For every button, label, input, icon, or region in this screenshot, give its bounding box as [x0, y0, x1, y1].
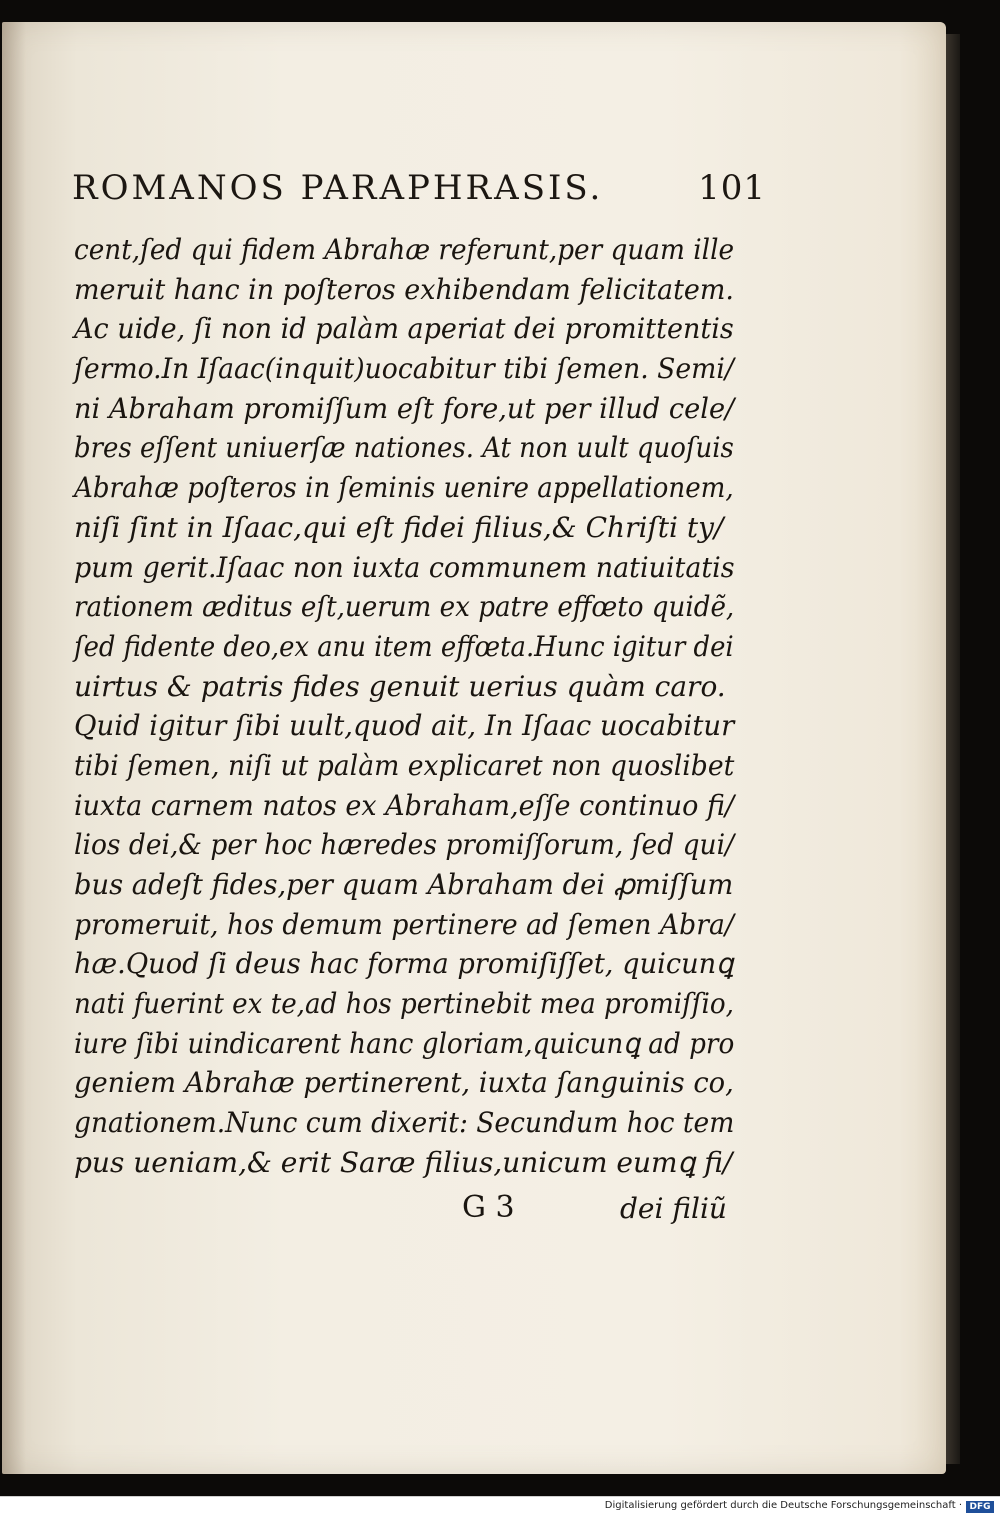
text-line: meruit hanc in poſteros exhibendam felicitatem.	[74, 272, 734, 306]
text-line: iuxta carnem natos ex Abraham,eſſe continuo fi/	[74, 788, 735, 822]
running-head-title: ROMANOS PARAPHRASIS.	[72, 168, 604, 208]
text-line: Quid igitur ſibi uult,quod ait, In Iſaac uocabitur	[74, 709, 735, 743]
folio-number: 101	[698, 168, 766, 208]
text-line: Abrahæ poſteros in ſeminis uenire appellationem,	[74, 471, 734, 505]
text-line: ni Abraham promiſſum eſt fore,ut per illud cele/	[74, 391, 735, 425]
text-line: geniem Abrahæ pertinerent, iuxta ſanguinis co,	[74, 1066, 734, 1100]
text-line: hæ.Quod ſi deus hac forma promiſiſſet, quicunꝗ	[74, 947, 734, 981]
text-line: gnationem.Nunc cum dixerit: Secundum hoc tem	[74, 1106, 735, 1140]
text-line: pum gerit.Iſaac non iuxta communem natiuitatis	[74, 550, 735, 584]
text-line: niſi ſint in Iſaac,qui eſt fidei filius,& Chriſti ty/	[74, 510, 724, 544]
text-line: cent,ſed qui fidem Abrahæ referunt,per quam ille	[74, 233, 735, 266]
text-line: rationem æditus eſt,uerum ex patre effœto quidẽ,	[74, 590, 735, 624]
text-line: bus adeſt fides,per quam Abraham dei ꝓmiſſum	[74, 868, 734, 901]
footer-credit: Digitalisierung gefördert durch die Deutsche Forschungsgemeinschaft ·	[604, 1500, 962, 1511]
text-line: bres eſſent uniuerſæ nationes. At non uult quoſuis	[74, 431, 734, 465]
dfg-logo: DFG	[966, 1501, 994, 1513]
digitization-footer	[0, 1496, 1000, 1517]
text-line: lios dei,& per hoc hæredes promiſſorum, ſed qui/	[74, 828, 734, 862]
text-line: nati fuerint ex te,ad hos pertinebit mea promiſſio,	[74, 987, 734, 1021]
text-line: Ac uide, ſi non id palàm aperiat dei promittentis	[74, 312, 734, 346]
text-line: uirtus & patris fides genuit uerius quàm caro.	[74, 669, 726, 703]
text-line: promeruit, hos demum pertinere ad ſemen Abra/	[74, 907, 734, 941]
catchword: dei filiũ	[620, 1192, 727, 1225]
page-edge	[946, 34, 960, 1464]
text-line: ſermo.In Iſaac(inquit)uocabitur tibi ſemen. Semi/	[74, 352, 734, 386]
text-line: tibi ſemen, niſi ut palàm explicaret non quoslibet	[74, 748, 735, 782]
text-line: iure ſibi uindicarent hanc gloriam,quicunꝗ ad pro	[74, 1026, 735, 1060]
signature-mark: G 3	[462, 1190, 515, 1225]
page-gutter-shadow	[2, 22, 26, 1474]
body-text	[74, 230, 734, 1183]
running-head	[72, 168, 772, 216]
text-line: ſed fidente deo,ex anu item effœta.Hunc igitur dei	[74, 629, 734, 663]
text-line: pus ueniam,& erit Saræ filius,unicum eumꝗ fi/	[74, 1145, 733, 1179]
